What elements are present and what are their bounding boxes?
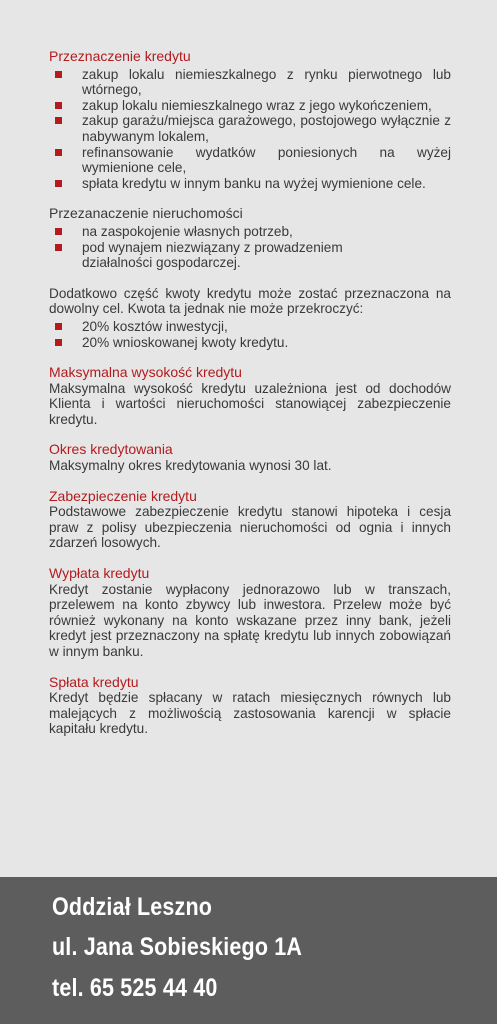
list-item: zakup lokalu niemieszkalnego wraz z jego wykończeniem, <box>82 98 451 114</box>
footer-phone: tel. 65 525 44 40 <box>52 974 218 1002</box>
footer-branch-name: Oddział Leszno <box>52 893 213 921</box>
list-item: zakup garażu/miejsca garażowego, postojowego wyłącznie z nabywanym lokalem, <box>82 113 451 144</box>
section-heading-przeznaczenie-kredytu: Przeznaczenie kredytu <box>49 48 191 64</box>
zabezpieczenie-paragraph: Podstawowe zabezpieczenie kredytu stanowi hipoteka i cesja praw z polisy ubezpieczenia nieruchomości od ognia i innych zdarzeń losowych. <box>49 504 451 551</box>
footer-contact <box>0 877 497 1024</box>
list-przeznaczenie-nieruchomosci <box>49 224 451 271</box>
section-heading-splata: Spłata kredytu <box>49 673 139 690</box>
maksymalna-wysokosc-paragraph: Maksymalna wysokość kredytu uzależniona jest od dochodów Klienta i wartości nieruchomości stanowiącej zabezpieczenie kredytu. <box>49 380 451 427</box>
section-heading-wyplata: Wypłata kredytu <box>49 565 150 582</box>
section-heading-okres: Okres kredytowania <box>49 441 173 458</box>
dodatkowo-paragraph: Dodatkowo część kwoty kredytu może zostać przeznaczona na dowolny cel. Kwota ta jednak nie może przekroczyć: <box>49 285 451 317</box>
list-dodatkowo <box>49 319 451 350</box>
list-przeznaczenie-kredytu <box>49 67 451 192</box>
bullet-square-icon <box>55 323 62 330</box>
list-item: refinansowanie wydatków poniesionych na wyżej wymienione cele, <box>82 145 451 176</box>
list-item: zakup lokalu niemieszkalnego z rynku pierwotnego lub wtórnego, <box>82 67 451 98</box>
okres-paragraph: Maksymalny okres kredytowania wynosi 30 lat. <box>49 458 332 474</box>
section-heading-przeznaczenie-nieruchomosci: Przezanaczenie nieruchomości <box>49 205 243 222</box>
bullet-square-icon <box>55 244 62 251</box>
bullet-square-icon <box>55 180 62 187</box>
section-heading-zabezpieczenie: Zabezpieczenie kredytu <box>49 487 197 504</box>
wyplata-paragraph: Kredyt zostanie wypłacony jednorazowo lub w transzach, przelewem na konto zbywcy lub inwestora. Przelew może być również wykonany na konto wskazane przez inny bank, jeżeli kredyt jest przeznaczony na spłatę kredytu lub innych zobowiązań w innym banku. <box>49 581 451 659</box>
bullet-square-icon <box>55 149 62 156</box>
list-item: pod wynajem niezwiązany z prowadzeniem działalności gospodarczej. <box>82 240 451 271</box>
list-item: spłata kredytu w innym banku na wyżej wymienione cele. <box>82 176 451 192</box>
content <box>49 49 451 737</box>
list-item: 20% kosztów inwestycji, <box>82 319 451 335</box>
bullet-square-icon <box>55 228 62 235</box>
section-heading-maksymalna-wysokosc: Maksymalna wysokość kredytu <box>49 364 242 381</box>
bullet-square-icon <box>55 71 62 78</box>
footer-address: ul. Jana Sobieskiego 1A <box>52 933 303 961</box>
bullet-square-icon <box>55 102 62 109</box>
bullet-square-icon <box>55 339 62 346</box>
list-item: na zaspokojenie własnych potrzeb, <box>82 224 451 240</box>
bullet-square-icon <box>55 117 62 124</box>
list-item: 20% wnioskowanej kwoty kredytu. <box>82 335 451 351</box>
splata-paragraph: Kredyt będzie spłacany w ratach miesięcznych równych lub malejących z możliwością zastosowania karencji w spłacie kapitału kredytu. <box>49 690 451 737</box>
